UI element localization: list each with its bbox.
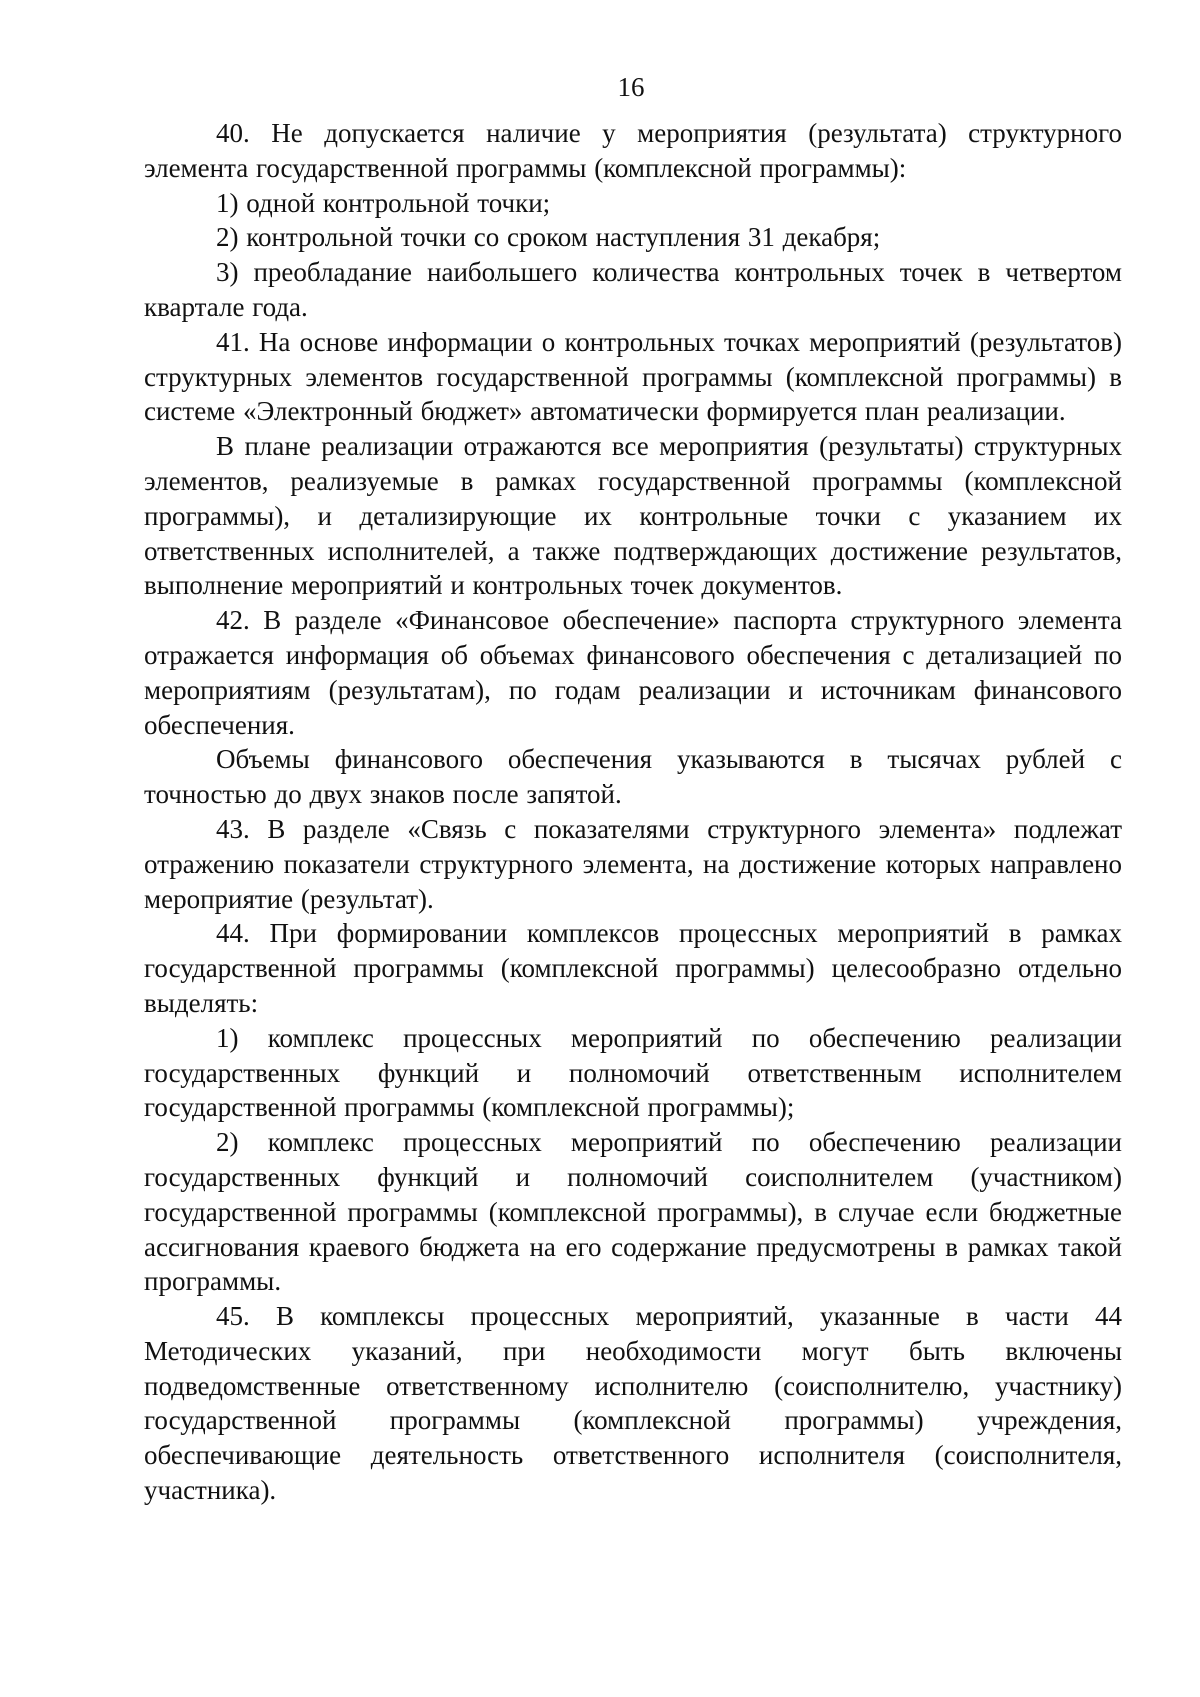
page-number: 16 (617, 72, 645, 102)
list-item-40-1: 1) одной контрольной точки; (216, 187, 551, 218)
paragraph-42: 42. В разделе «Финансовое обеспечение» паспорта структурного элемента отражается информация об объемах финансового обеспечения с детализацией по мероприятиям (результатам), по годам реализации и источникам финансового обеспечения. (144, 605, 1122, 740)
document-body (144, 116, 1122, 1508)
paragraph-42-volumes: Объемы финансового обеспечения указываются в тысячах рублей с точностью до двух знаков после запятой. (144, 744, 1122, 810)
paragraph-44: 44. При формировании комплексов процессных мероприятий в рамках государственной программы (комплексной программы) целесообразно отдельно выделять: (144, 918, 1122, 1018)
paragraph-45: 45. В комплексы процессных мероприятий, указанные в части 44 Методических указаний, при необходимости могут быть включены подведомственные ответственному исполнителю (соисполнителю, участнику) государственной программы (комплексной программы) учреждения, обеспечивающие деятельность ответственного исполнителя (соисполнителя, участника). (144, 1301, 1122, 1506)
paragraph-41: 41. На основе информации о контрольных точках мероприятий (результатов) структурных элементов государственной программы (комплексной программы) в системе «Электронный бюджет» автоматически формируется план реализации. (144, 326, 1122, 427)
list-item-44-2: 2) комплекс процессных мероприятий по обеспечению реализации государственных функций и полномочий соисполнителем (участником) государственной программы (комплексной программы), в случае если бюджетные ассигнования краевого бюджета на его содержание предусмотрены в рамках такой программы. (144, 1127, 1122, 1297)
list-item-40-2: 2) контрольной точки со сроком наступления 31 декабря; (216, 222, 881, 253)
list-item-40-3: 3) преобладание наибольшего количества контрольных точек в четвертом квартале года. (144, 257, 1122, 322)
paragraph-43: 43. В разделе «Связь с показателями структурного элемента» подлежат отражению показатели структурного элемента, на достижение которых направлено мероприятие (результат). (144, 813, 1122, 914)
paragraph-40: 40. Не допускается наличие у мероприятия (результата) структурного элемента государственной программы (комплексной программы): (144, 118, 1122, 183)
list-item-44-1: 1) комплекс процессных мероприятий по обеспечению реализации государственных функций и полномочий ответственным исполнителем государственной программы (комплексной программы); (144, 1022, 1122, 1123)
paragraph-41-plan: В плане реализации отражаются все мероприятия (результаты) структурных элементов, реализуемые в рамках государственной программы (комплексной программы), и детализирующие их контрольные точки с указанием их ответственных исполнителей, а также подтверждающих достижение результатов, выполнение мероприятий и контрольных точек документов. (144, 431, 1122, 601)
